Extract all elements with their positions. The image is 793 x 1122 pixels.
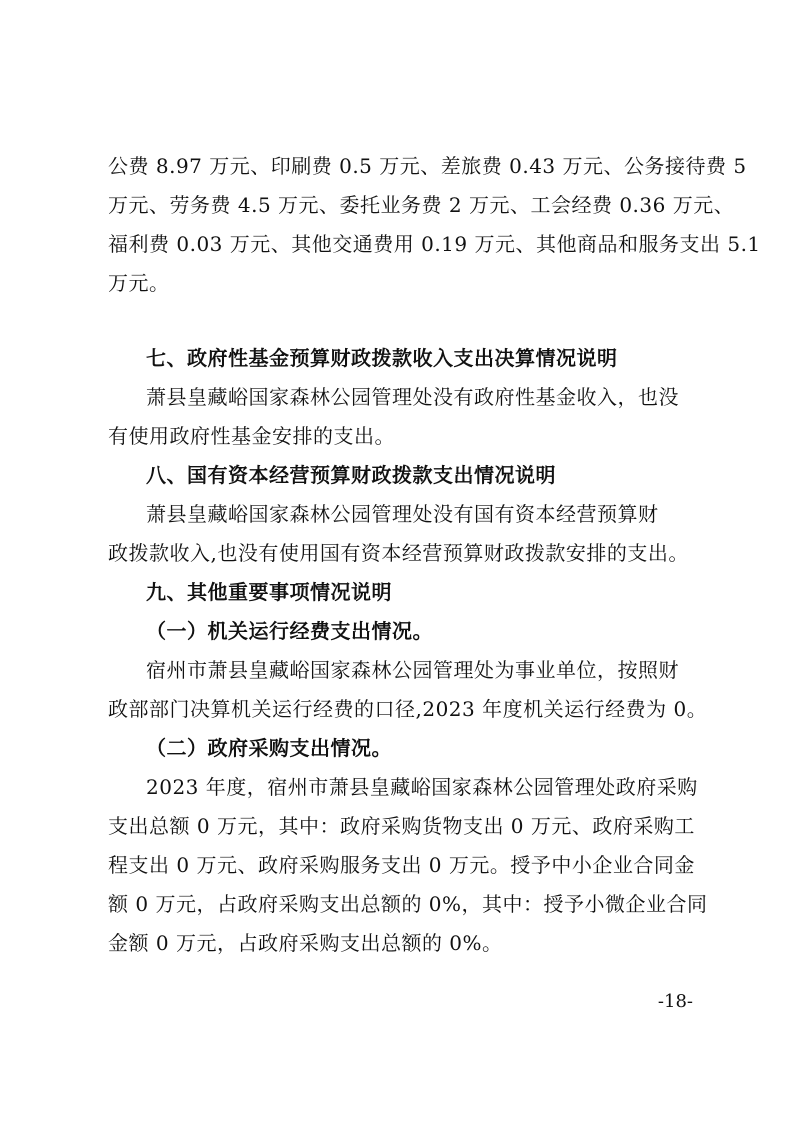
paragraph-line: 金额 0 万元，占政府采购支出总额的 0%。	[108, 931, 503, 955]
paragraph-line: 宿州市萧县皇藏峪国家森林公园管理处为事业单位，按照财	[146, 658, 679, 682]
paragraph-line: 政部部门决算机关运行经费的口径,2023 年度机关运行经费为 0。	[108, 697, 708, 721]
paragraph-line: 万元、劳务费 4.5 万元、委托业务费 2 万元、工会经费 0.36 万元、	[108, 193, 735, 217]
paragraph-line: 公费 8.97 万元、印刷费 0.5 万元、差旅费 0.43 万元、公务接待费 5	[108, 154, 747, 178]
paragraph-line: 萧县皇藏峪国家森林公园管理处没有政府性基金收入，也没	[146, 385, 679, 409]
section-heading-8: 八、国有资本经营预算财政拨款支出情况说明	[146, 463, 556, 487]
paragraph-line: 政拨款收入,也没有使用国有资本经营预算财政拨款安排的支出。	[108, 541, 689, 565]
paragraph-line: 支出总额 0 万元，其中：政府采购货物支出 0 万元、政府采购工	[108, 814, 695, 838]
paragraph-line: 万元。	[108, 271, 170, 295]
section-heading-7: 七、政府性基金预算财政拨款收入支出决算情况说明	[146, 346, 618, 370]
paragraph-line: 萧县皇藏峪国家森林公园管理处没有国有资本经营预算财	[146, 502, 659, 526]
paragraph-line: 福利费 0.03 万元、其他交通费用 0.19 万元、其他商品和服务支出 5.1	[108, 232, 761, 256]
subsection-heading-1: （一）机关运行经费支出情况。	[146, 619, 433, 643]
paragraph-line: 程支出 0 万元、政府采购服务支出 0 万元。授予中小企业合同金	[108, 853, 695, 877]
page-number: -18-	[657, 991, 693, 1012]
paragraph-line: 2023 年度，宿州市萧县皇藏峪国家森林公园管理处政府采购	[146, 775, 698, 799]
paragraph-line: 额 0 万元，占政府采购支出总额的 0%，其中：授予小微企业合同	[108, 892, 708, 916]
subsection-heading-2: （二）政府采购支出情况。	[146, 736, 392, 760]
paragraph-line: 有使用政府性基金安排的支出。	[108, 424, 395, 448]
section-heading-9: 九、其他重要事项情况说明	[146, 580, 392, 604]
